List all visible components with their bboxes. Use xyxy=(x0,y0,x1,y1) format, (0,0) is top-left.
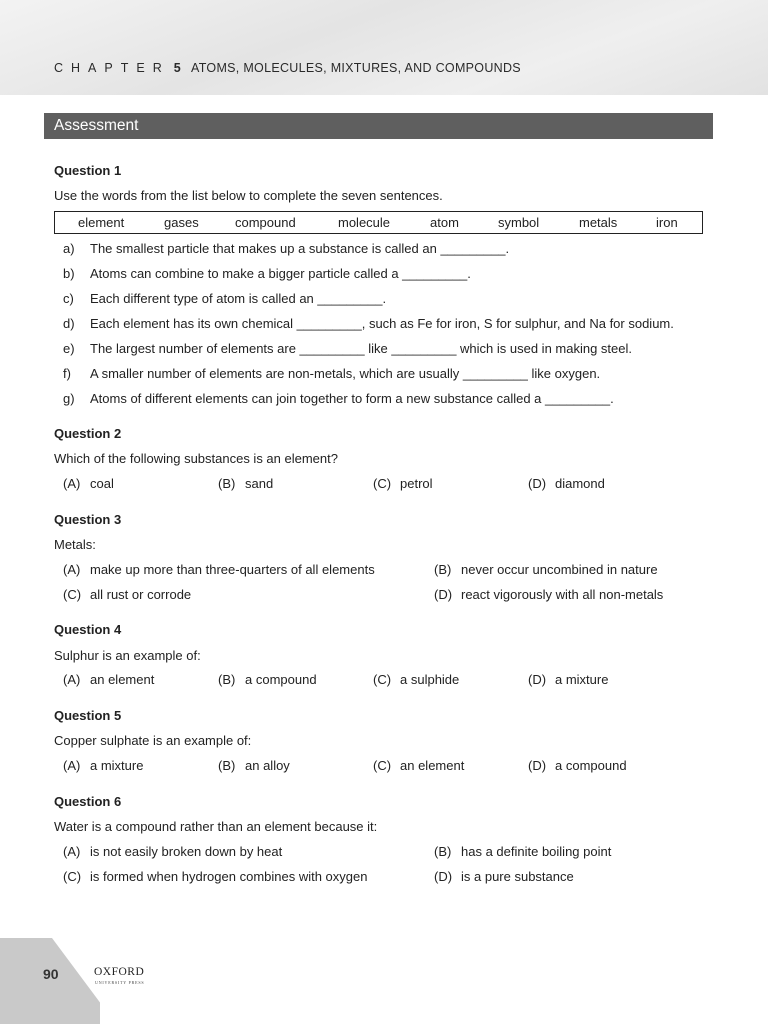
option-a xyxy=(63,672,154,687)
option-a xyxy=(63,758,143,773)
sentence-text: The largest number of elements are _________ like _________ which is used in making steel. xyxy=(90,341,633,356)
question-3-heading: Question 3 xyxy=(54,512,122,527)
option-text: diamond xyxy=(555,476,605,491)
question-2-heading: Question 2 xyxy=(54,426,122,441)
option-c xyxy=(373,672,459,687)
option-text: coal xyxy=(90,476,114,491)
sentence-label: f) xyxy=(63,366,71,381)
question-5-heading: Question 5 xyxy=(54,708,122,723)
publisher-logo: OXFORD xyxy=(94,966,145,978)
option-text: a mixture xyxy=(555,672,609,687)
option-label: (D) xyxy=(528,758,547,773)
header-band xyxy=(0,0,768,95)
word-list-item: symbol xyxy=(498,215,540,230)
word-list-item: element xyxy=(78,215,125,230)
option-label: (A) xyxy=(63,672,81,687)
option-label: (B) xyxy=(218,476,236,491)
sentence-label: d) xyxy=(63,316,75,331)
word-list-item: atom xyxy=(430,215,459,230)
option-label: (C) xyxy=(373,672,392,687)
question-4-heading: Question 4 xyxy=(54,622,122,637)
sentence-label: c) xyxy=(63,291,74,306)
option-text: sand xyxy=(245,476,274,491)
question-5-prompt: Copper sulphate is an example of: xyxy=(54,733,252,748)
sentence-f xyxy=(63,366,600,381)
option-text: an element xyxy=(400,758,465,773)
option-text: a compound xyxy=(555,758,627,773)
option-c xyxy=(63,587,191,602)
option-d xyxy=(528,476,605,491)
sentence-a xyxy=(63,241,509,256)
option-b xyxy=(218,672,317,687)
option-label: (B) xyxy=(218,672,236,687)
option-c xyxy=(373,758,464,773)
option-label: (A) xyxy=(63,562,81,577)
option-text: never occur uncombined in nature xyxy=(461,562,658,577)
option-label: (B) xyxy=(434,844,452,859)
option-text: react vigorously with all non-metals xyxy=(461,587,664,602)
question-3-prompt: Metals: xyxy=(54,537,96,552)
sentence-label: g) xyxy=(63,391,75,406)
question-1-heading: Question 1 xyxy=(54,163,122,178)
option-d xyxy=(434,587,663,602)
option-d xyxy=(528,672,608,687)
chapter-header xyxy=(54,61,521,75)
sentence-text: A smaller number of elements are non-metals, which are usually _________ like oxygen. xyxy=(90,366,601,381)
option-label: (B) xyxy=(218,758,236,773)
option-text: a mixture xyxy=(90,758,144,773)
option-text: all rust or corrode xyxy=(90,587,192,602)
option-b xyxy=(434,844,611,859)
option-c xyxy=(373,476,433,491)
word-list-item: gases xyxy=(164,215,199,230)
sentence-text: Atoms of different elements can join together to form a new substance called a _________. xyxy=(90,391,614,406)
option-label: (D) xyxy=(528,476,547,491)
sentence-text: Atoms can combine to make a bigger particle called a _________. xyxy=(90,266,471,281)
option-text: is a pure substance xyxy=(461,869,574,884)
option-b xyxy=(434,562,658,577)
option-text: has a definite boiling point xyxy=(461,844,612,859)
question-4-prompt: Sulphur is an example of: xyxy=(54,648,201,663)
option-label: (B) xyxy=(434,562,452,577)
chapter-title: ATOMS, MOLECULES, MIXTURES, AND COMPOUNDS xyxy=(191,61,521,75)
word-list-item: compound xyxy=(235,215,296,230)
option-text: an alloy xyxy=(245,758,290,773)
option-label: (D) xyxy=(528,672,547,687)
option-b xyxy=(218,758,290,773)
chapter-number: 5 xyxy=(173,61,181,75)
option-b xyxy=(218,476,273,491)
option-label: (C) xyxy=(63,587,82,602)
option-text: a compound xyxy=(245,672,317,687)
word-list-item: molecule xyxy=(338,215,391,230)
option-a xyxy=(63,562,375,577)
option-text: is not easily broken down by heat xyxy=(90,844,283,859)
sentence-text: Each element has its own chemical _________, such as Fe for iron, S for sulphur, and Na for sodium. xyxy=(90,316,674,331)
option-text: a sulphide xyxy=(400,672,460,687)
option-label: (D) xyxy=(434,587,453,602)
question-6-prompt: Water is a compound rather than an element because it: xyxy=(54,819,378,834)
sentence-b xyxy=(63,266,471,281)
option-text: an element xyxy=(90,672,155,687)
question-2-prompt: Which of the following substances is an element? xyxy=(54,451,338,466)
option-label: (D) xyxy=(434,869,453,884)
chapter-word: CHAPTER xyxy=(54,61,170,75)
option-label: (A) xyxy=(63,844,81,859)
sentence-e xyxy=(63,341,632,356)
option-d xyxy=(528,758,627,773)
publisher-logo-subtitle: UNIVERSITY PRESS xyxy=(95,980,145,985)
option-a xyxy=(63,476,114,491)
sentence-d xyxy=(63,316,674,331)
word-list-item: metals xyxy=(579,215,618,230)
sentence-c xyxy=(63,291,386,306)
option-text: make up more than three-quarters of all elements xyxy=(90,562,375,577)
option-label: (A) xyxy=(63,758,81,773)
option-label: (C) xyxy=(63,869,82,884)
sentence-label: b) xyxy=(63,266,75,281)
sentence-label: a) xyxy=(63,241,75,256)
option-a xyxy=(63,844,282,859)
option-text: petrol xyxy=(400,476,433,491)
section-title: Assessment xyxy=(54,117,139,134)
sentence-text: The smallest particle that makes up a substance is called an _________. xyxy=(90,241,510,256)
option-text: is formed when hydrogen combines with oxygen xyxy=(90,869,368,884)
sentence-label: e) xyxy=(63,341,75,356)
question-6-heading: Question 6 xyxy=(54,794,122,809)
option-label: (A) xyxy=(63,476,81,491)
option-d xyxy=(434,869,574,884)
question-1-prompt: Use the words from the list below to complete the seven sentences. xyxy=(54,188,443,203)
option-label: (C) xyxy=(373,476,392,491)
section-title-bar xyxy=(44,113,713,139)
word-list-box xyxy=(54,211,703,234)
option-c xyxy=(63,869,367,884)
sentence-g xyxy=(63,391,614,406)
sentence-text: Each different type of atom is called an _________. xyxy=(90,291,387,306)
word-list-item: iron xyxy=(656,215,678,230)
page-number: 90 xyxy=(43,966,59,982)
option-label: (C) xyxy=(373,758,392,773)
